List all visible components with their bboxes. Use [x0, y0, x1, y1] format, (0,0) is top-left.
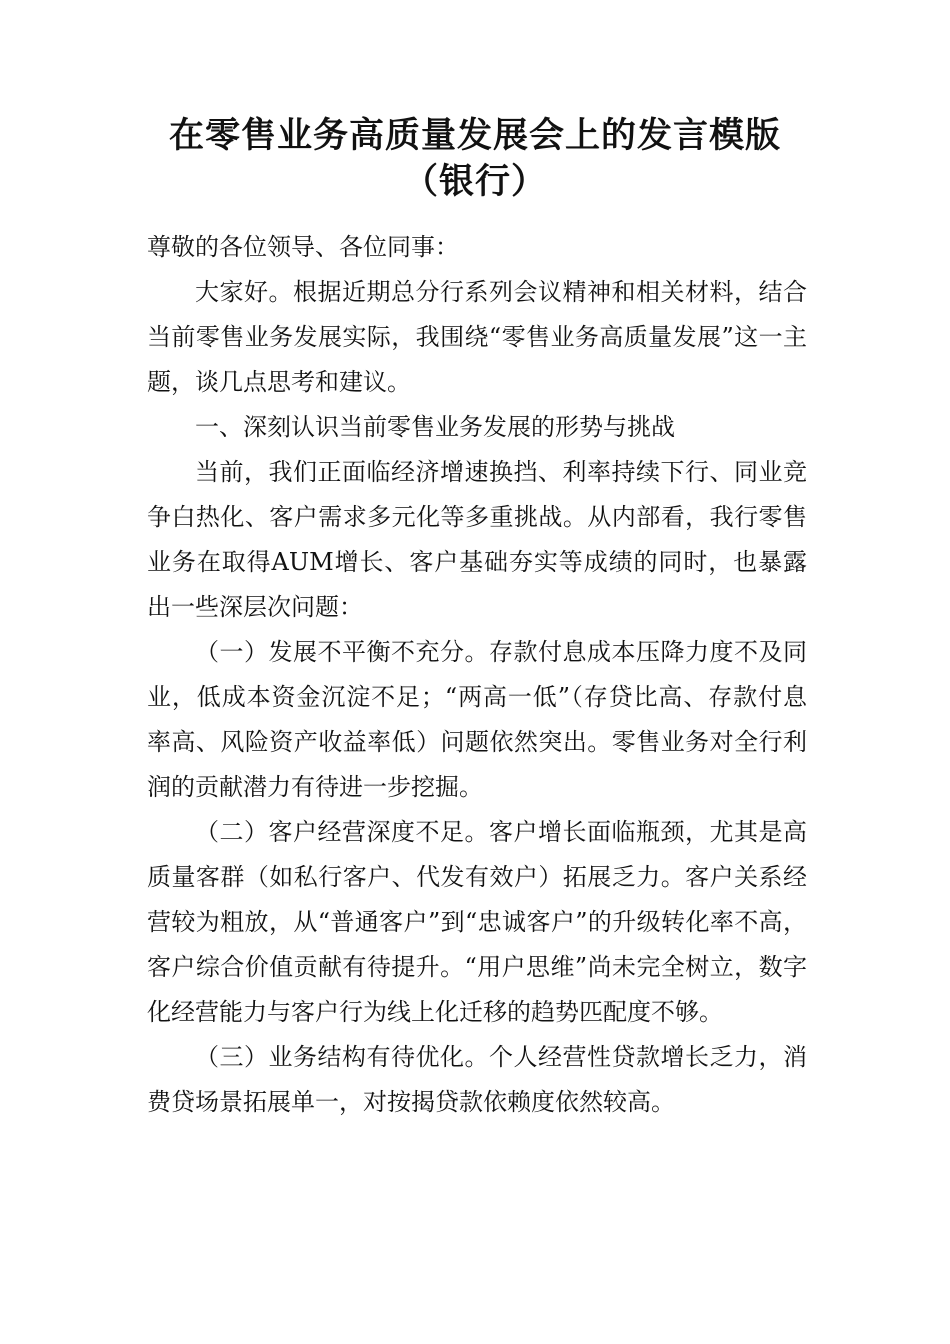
item-lead: （二）客户经营深度不足。 [195, 818, 489, 846]
intro-paragraph: 大家好。根据近期总分行系列会议精神和相关材料，结合当前零售业务发展实际，我围绕“零售业务高质量发展”这一主题，谈几点思考和建议。 [147, 278, 807, 396]
list-item [147, 630, 807, 810]
list-item [147, 1035, 807, 1125]
item-text: 个人经营性贷款增长乏力，消费贷场景拓展单一，对按揭贷款依赖度依然较高。 [147, 1043, 807, 1116]
section-paragraph: 当前，我们正面临经济增速换挡、利率持续下行、同业竞争白热化、客户需求多元化等多重挑战。从内部看，我行零售业务在取得AUM增长、客户基础夯实等成绩的同时，也暴露出一些深层次问题： [147, 458, 807, 621]
document-title: 在零售业务高质量发展会上的发言模版 [168, 115, 781, 156]
item-text: 客户增长面临瓶颈，尤其是高质量客群（如私行客户、代发有效户）拓展乏力。客户关系经营较为粗放，从“普通客户”到“忠诚客户”的升级转化率不高，客户综合价值贡献有待提升。“用户思维”尚未完全树立，数字化经营能力与客户行为线上化迁移的趋势匹配度不够。 [147, 818, 807, 1026]
document-body [147, 225, 807, 1125]
section-heading: 一、深刻认识当前零售业务发展的形势与挑战 [195, 413, 675, 441]
item-lead: （三）业务结构有待优化。 [195, 1043, 489, 1071]
list-item [147, 810, 807, 1035]
item-text: 存款付息成本压降力度不及同业，低成本资金沉淀不足；“两高一低”（存贷比高、存款付息率高、风险资产收益率低）问题依然突出。零售业务对全行利润的贡献潜力有待进一步挖掘。 [147, 638, 807, 801]
salutation: 尊敬的各位领导、各位同事： [147, 233, 459, 261]
item-lead: （一）发展不平衡不充分。 [195, 638, 489, 666]
document-subtitle: （银行） [402, 161, 547, 202]
